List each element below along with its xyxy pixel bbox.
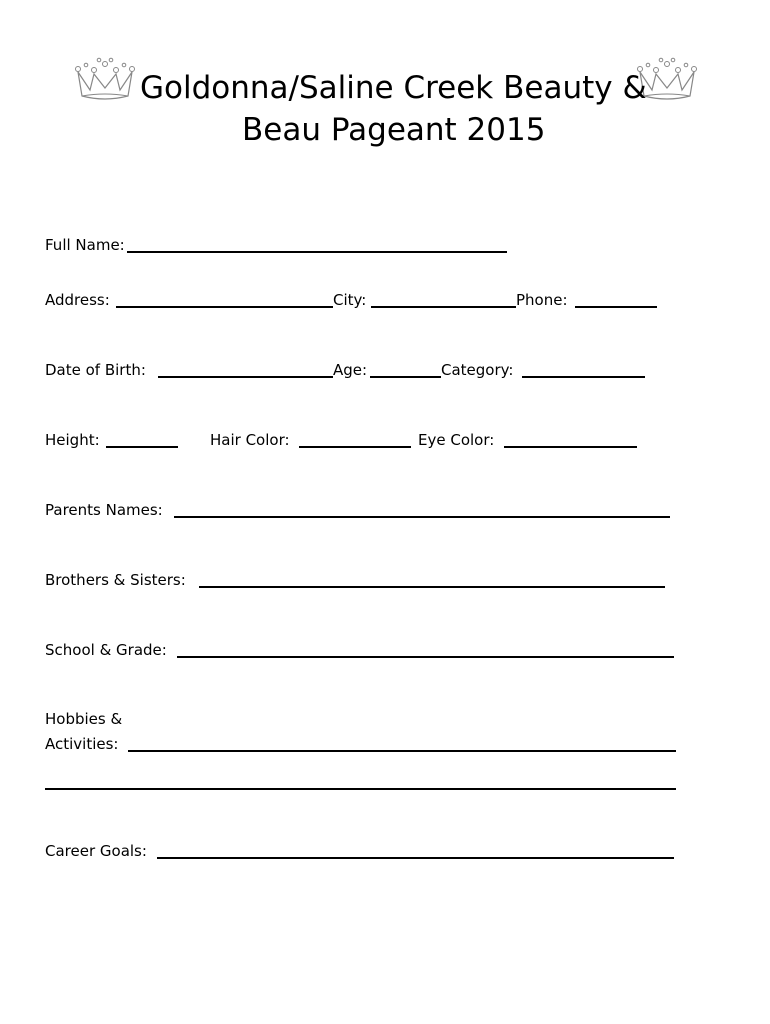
career-goals-label: Career Goals: [45, 842, 147, 860]
hobbies-label-line-1: Hobbies & [45, 710, 123, 728]
page-title-line-1: Goldonna/Saline Creek Beauty & [140, 70, 647, 106]
hair-color-label: Hair Color: [210, 431, 290, 449]
age-label: Age: [333, 361, 368, 379]
city-field[interactable] [371, 306, 516, 308]
age-field[interactable] [370, 376, 441, 378]
height-field[interactable] [106, 446, 178, 448]
school-grade-field[interactable] [177, 656, 674, 658]
phone-field[interactable] [575, 306, 657, 308]
category-label: Category: [441, 361, 514, 379]
hobbies-field[interactable] [128, 750, 676, 752]
siblings-field[interactable] [199, 586, 665, 588]
dob-label: Date of Birth: [45, 361, 146, 379]
dob-field[interactable] [158, 376, 333, 378]
school-grade-label: School & Grade: [45, 641, 167, 659]
career-goals-field[interactable] [157, 857, 674, 859]
address-field[interactable] [116, 306, 333, 308]
parents-names-field[interactable] [174, 516, 670, 518]
parents-names-label: Parents Names: [45, 501, 163, 519]
eye-color-field[interactable] [504, 446, 637, 448]
full-name-label: Full Name: [45, 236, 125, 254]
city-label: City: [333, 291, 367, 309]
hobbies-field-continuation[interactable] [45, 788, 676, 790]
crown-icon [72, 52, 138, 102]
page-title-line-2: Beau Pageant 2015 [242, 112, 546, 148]
height-label: Height: [45, 431, 100, 449]
siblings-label: Brothers & Sisters: [45, 571, 186, 589]
hobbies-label-line-2: Activities: [45, 735, 119, 753]
full-name-field[interactable] [127, 251, 507, 253]
category-field[interactable] [522, 376, 645, 378]
hair-color-field[interactable] [299, 446, 411, 448]
address-label: Address: [45, 291, 110, 309]
eye-color-label: Eye Color: [418, 431, 495, 449]
phone-label: Phone: [516, 291, 568, 309]
